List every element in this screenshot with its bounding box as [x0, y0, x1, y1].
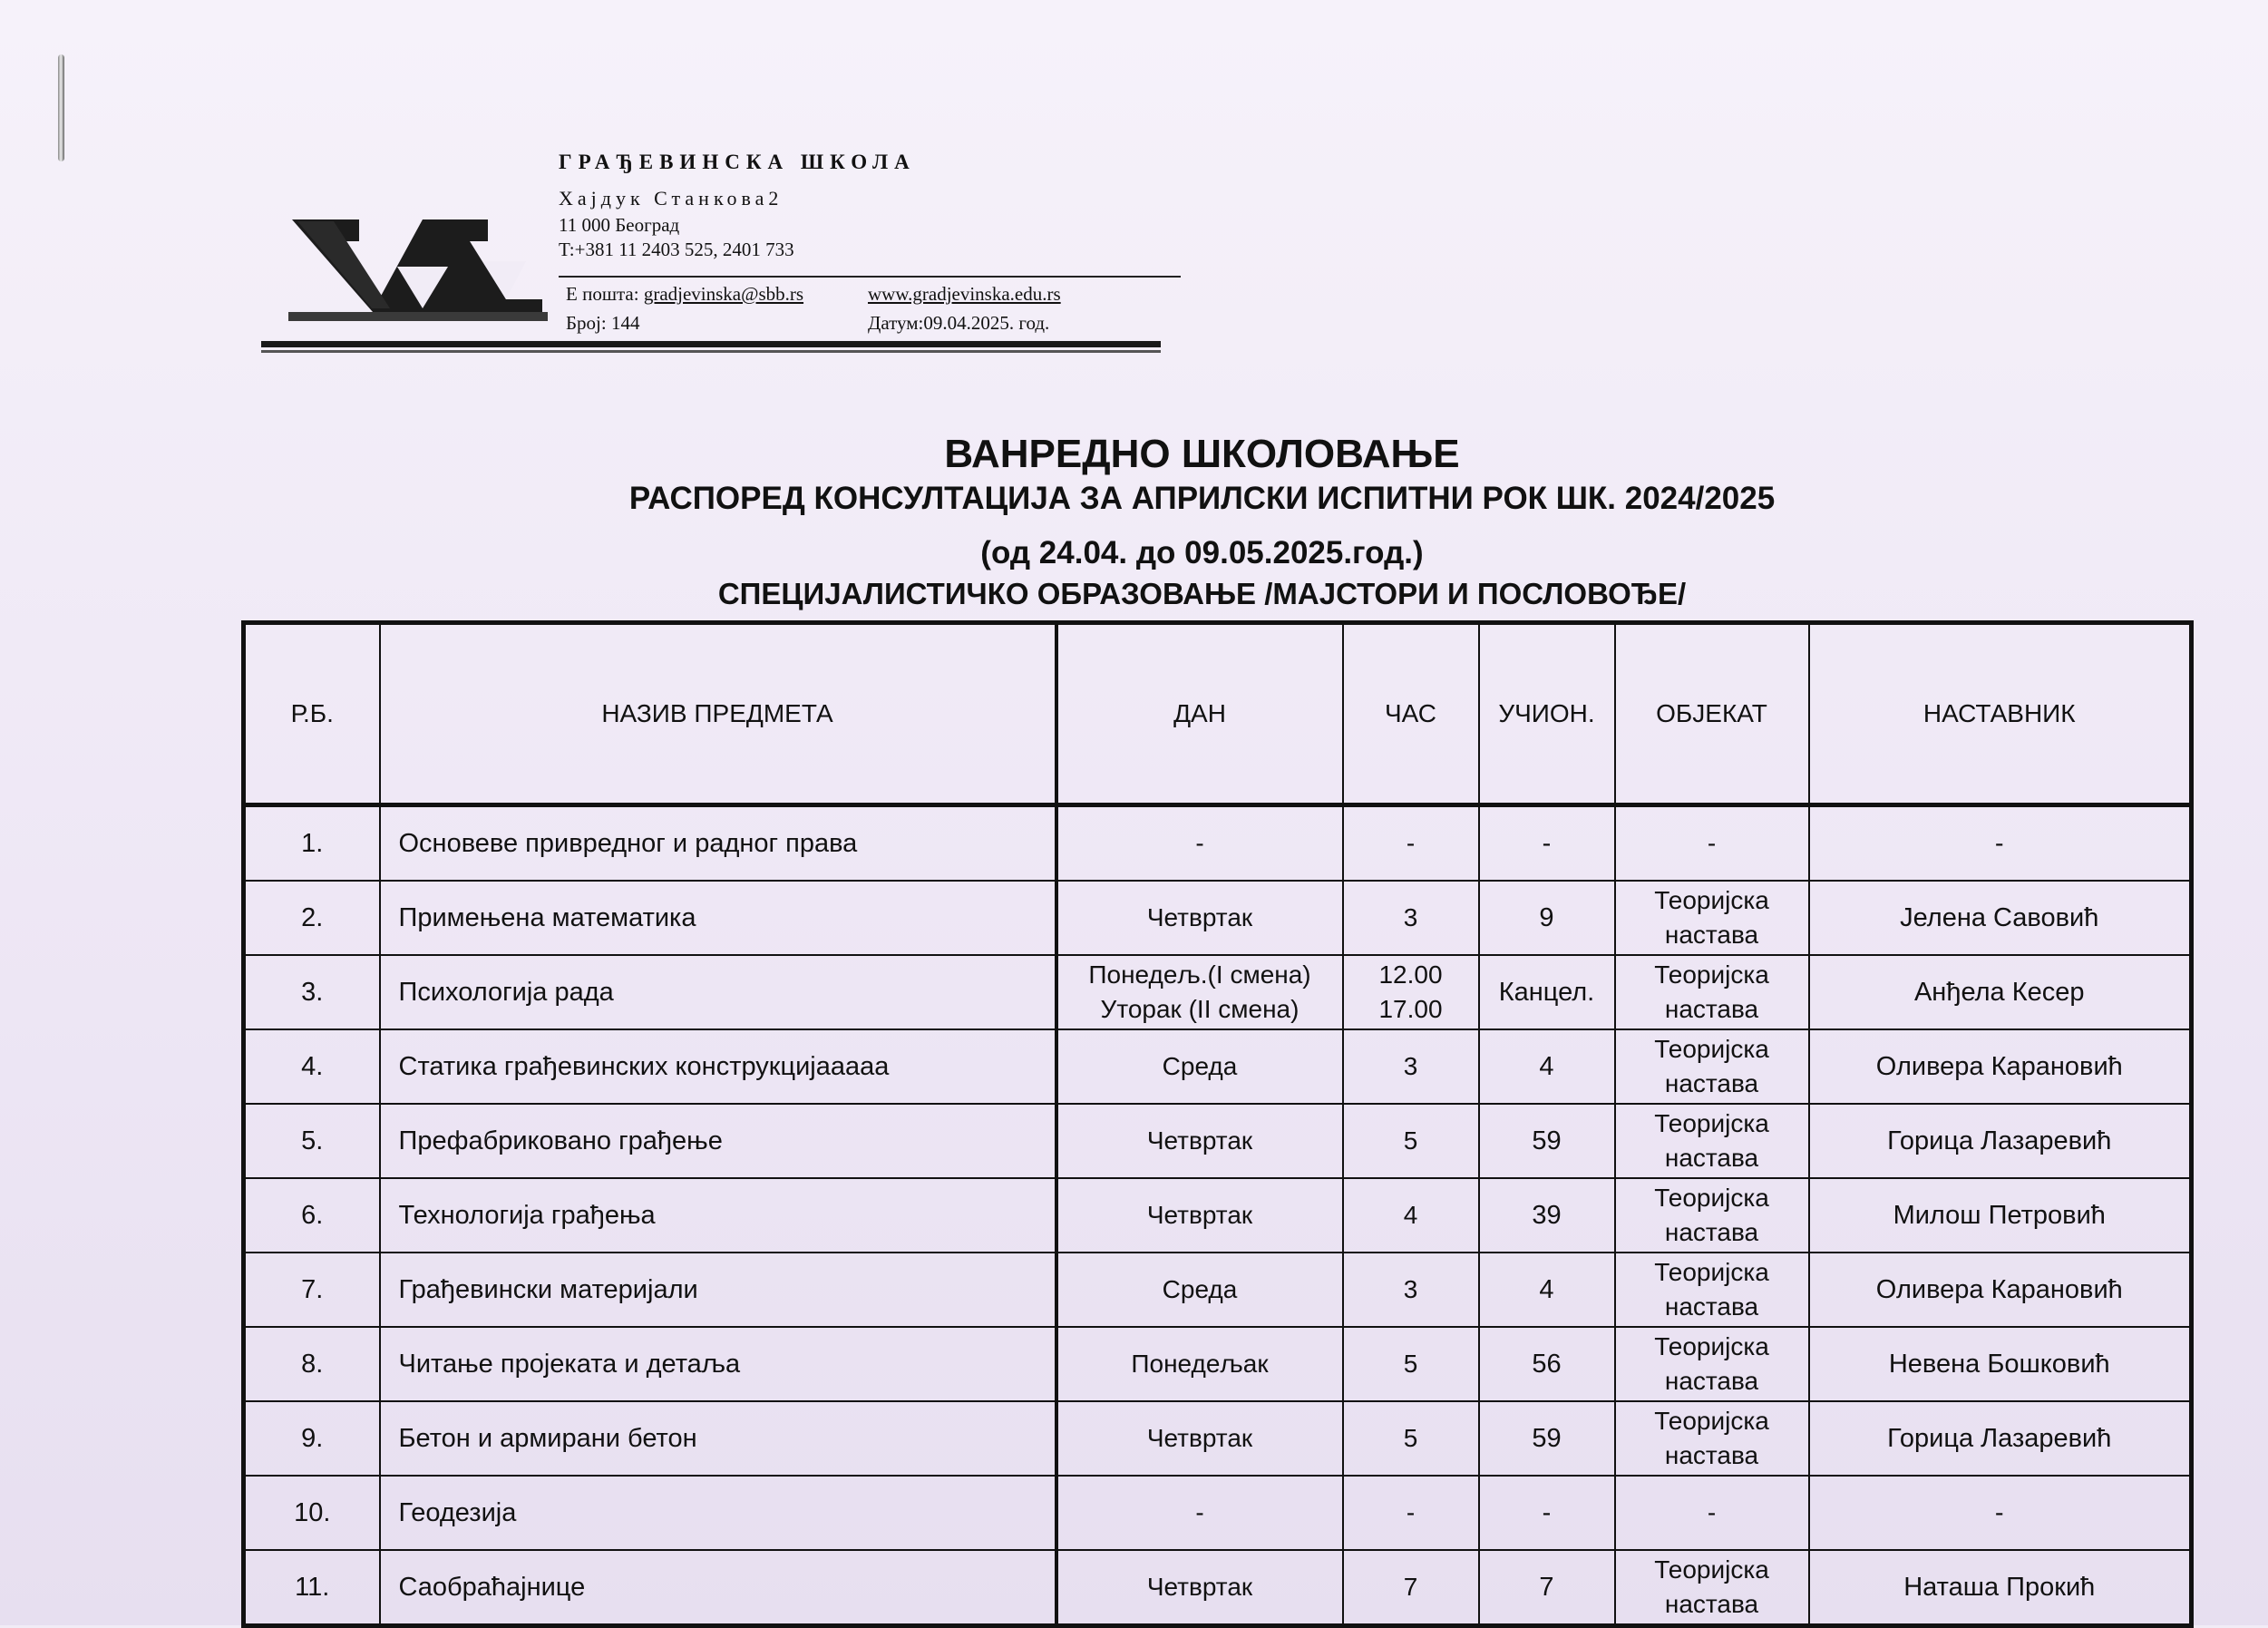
object-line-2: настава: [1664, 1144, 1759, 1172]
hour-primary: 5: [1403, 1350, 1418, 1378]
subject-name: Геодезија: [380, 1476, 1056, 1550]
table-row: [244, 1178, 2192, 1253]
building-object: [1615, 1104, 1809, 1178]
consultation-day: [1056, 955, 1343, 1029]
consultation-day: [1056, 1401, 1343, 1476]
letterhead-rule-secondary: [261, 350, 1161, 353]
consultation-hour: [1343, 1550, 1479, 1626]
object-line-2: настава: [1664, 995, 1759, 1023]
classroom: -: [1479, 805, 1615, 882]
letterhead-rule: [261, 341, 1161, 347]
teacher-name: Оливера Карановић: [1809, 1253, 2192, 1327]
consultation-schedule-table: [241, 620, 2194, 1628]
object-line-1: Теоријска: [1654, 1332, 1769, 1360]
day-primary: Понедељ.(I смена): [1088, 960, 1311, 989]
table-row: [244, 1327, 2192, 1401]
object-line-2: настава: [1664, 1218, 1759, 1246]
teacher-name: Невена Бошковић: [1809, 1327, 2192, 1401]
object-line-2: настава: [1664, 1441, 1759, 1469]
object-line-2: настава: [1664, 1590, 1759, 1618]
consultation-day: [1056, 1104, 1343, 1178]
row-number: 8.: [244, 1327, 380, 1401]
document-date: Датум:09.04.2025. год.: [868, 312, 1050, 334]
day-primary: -: [1195, 829, 1204, 857]
email-line: [566, 283, 803, 306]
object-line-2: настава: [1664, 1069, 1759, 1097]
building-object: [1615, 1476, 1809, 1550]
consultation-hour: [1343, 1104, 1479, 1178]
consultation-hour: [1343, 805, 1479, 882]
object-line-2: настава: [1664, 1292, 1759, 1321]
table-row: [244, 1104, 2192, 1178]
school-phone: T:+381 11 2403 525, 2401 733: [559, 239, 794, 260]
classroom: 56: [1479, 1327, 1615, 1401]
hour-primary: 3: [1403, 903, 1418, 931]
building-object: [1615, 1029, 1809, 1104]
email-link[interactable]: gradjevinska@sbb.rs: [643, 283, 804, 305]
object-line-2: настава: [1664, 921, 1759, 949]
subject-name: Статика грађевинских конструкцијаааaа: [380, 1029, 1056, 1104]
teacher-name: Милош Петровић: [1809, 1178, 2192, 1253]
header-divider: [559, 276, 1181, 278]
consultation-day: [1056, 805, 1343, 882]
day-primary: Четвртак: [1146, 1201, 1253, 1229]
row-number: 4.: [244, 1029, 380, 1104]
row-number: 10.: [244, 1476, 380, 1550]
day-primary: -: [1195, 1498, 1204, 1526]
classroom: -: [1479, 1476, 1615, 1550]
day-primary: Четвртак: [1146, 1424, 1253, 1452]
table-row: [244, 955, 2192, 1029]
subject-name: Читање пројеката и детаља: [380, 1327, 1056, 1401]
consultation-hour: [1343, 1178, 1479, 1253]
teacher-name: Горица Лазаревић: [1809, 1401, 2192, 1476]
consultation-hour: [1343, 881, 1479, 955]
school-logo: [288, 201, 551, 324]
hour-primary: -: [1406, 829, 1416, 857]
hour-primary: 3: [1403, 1275, 1418, 1303]
classroom: 4: [1479, 1029, 1615, 1104]
day-primary: Четвртак: [1146, 1573, 1253, 1601]
table-row: [244, 1476, 2192, 1550]
object-line-1: -: [1707, 829, 1717, 857]
document-subtitle: РАСПОРЕД КОНСУЛТАЦИЈА ЗА АПРИЛСКИ ИСПИТНИ РОК ШК. 2024/2025: [628, 481, 1776, 516]
object-line-2: настава: [1664, 1367, 1759, 1395]
hour-primary: 4: [1403, 1201, 1418, 1229]
consultation-hour: [1343, 1401, 1479, 1476]
hour-primary: 5: [1403, 1126, 1418, 1155]
subject-name: Примењена математика: [380, 881, 1056, 955]
teacher-name: Јелена Савовић: [1809, 881, 2192, 955]
hour-primary: 7: [1403, 1573, 1418, 1601]
object-line-1: Теоријска: [1654, 960, 1769, 989]
day-secondary: Уторак (II смена): [1100, 995, 1299, 1023]
building-object: [1615, 1550, 1809, 1626]
school-street: Хајдук Станкова2: [559, 187, 784, 210]
hour-primary: 5: [1403, 1424, 1418, 1452]
day-primary: Среда: [1162, 1275, 1238, 1303]
teacher-name: -: [1809, 1476, 2192, 1550]
header-day: ДАН: [1056, 623, 1343, 805]
website-link[interactable]: www.gradjevinska.edu.rs: [868, 283, 1061, 305]
table-row: [244, 881, 2192, 955]
day-primary: Четвртак: [1146, 903, 1253, 931]
school-city: 11 000 Београд: [559, 214, 680, 236]
object-line-1: Теоријска: [1654, 1258, 1769, 1286]
subject-name: Психологија рада: [380, 955, 1056, 1029]
consultation-day: [1056, 1327, 1343, 1401]
hour-primary: -: [1406, 1498, 1416, 1526]
row-number: 9.: [244, 1401, 380, 1476]
teacher-name: Оливера Карановић: [1809, 1029, 2192, 1104]
building-object: [1615, 805, 1809, 882]
table-row: [244, 1029, 2192, 1104]
classroom: 59: [1479, 1104, 1615, 1178]
classroom: Канцел.: [1479, 955, 1615, 1029]
building-object: [1615, 1401, 1809, 1476]
row-number: 6.: [244, 1178, 380, 1253]
day-primary: Понедељак: [1131, 1350, 1269, 1378]
row-number: 2.: [244, 881, 380, 955]
building-object: [1615, 1327, 1809, 1401]
subject-name: Префабриковано грађење: [380, 1104, 1056, 1178]
hour-primary: 3: [1403, 1052, 1418, 1080]
building-object: [1615, 1253, 1809, 1327]
object-line-1: -: [1707, 1498, 1717, 1526]
table-header-row: [244, 623, 2192, 805]
email-label: Е пошта:: [566, 283, 639, 305]
header-teacher: НАСТАВНИК: [1809, 623, 2192, 805]
school-name: ГРАЂЕВИНСКА ШКОЛА: [559, 151, 916, 173]
row-number: 11.: [244, 1550, 380, 1626]
consultation-day: [1056, 1029, 1343, 1104]
teacher-name: Наташа Прокић: [1809, 1550, 2192, 1626]
header-rb: Р.Б.: [244, 623, 380, 805]
object-line-1: Теоријска: [1654, 1407, 1769, 1435]
consultation-hour: [1343, 955, 1479, 1029]
subject-name: Основеве привредног и радног права: [380, 805, 1056, 882]
building-object: [1615, 1178, 1809, 1253]
paper-clip: [58, 54, 64, 161]
consultation-day: [1056, 881, 1343, 955]
row-number: 7.: [244, 1253, 380, 1327]
object-line-1: Теоријска: [1654, 1555, 1769, 1584]
table-row: [244, 1253, 2192, 1327]
subject-name: Грађевински материјали: [380, 1253, 1056, 1327]
date-range: (од 24.04. до 09.05.2025.год.): [980, 535, 1424, 570]
document-title: ВАНРЕДНО ШКОЛОВАЊЕ: [944, 432, 1460, 476]
object-line-1: Теоријска: [1654, 1109, 1769, 1137]
subject-name: Саобраћајнице: [380, 1550, 1056, 1626]
classroom: 9: [1479, 881, 1615, 955]
consultation-hour: [1343, 1476, 1479, 1550]
teacher-name: -: [1809, 805, 2192, 882]
consultation-day: [1056, 1550, 1343, 1626]
classroom: 7: [1479, 1550, 1615, 1626]
classroom: 59: [1479, 1401, 1615, 1476]
header-room: УЧИОН.: [1479, 623, 1615, 805]
row-number: 5.: [244, 1104, 380, 1178]
table-row: [244, 805, 2192, 882]
subject-name: Технологија грађења: [380, 1178, 1056, 1253]
header-subject: НАЗИВ ПРЕДМЕТА: [380, 623, 1056, 805]
subject-name: Бетон и армирани бетон: [380, 1401, 1056, 1476]
consultation-day: [1056, 1476, 1343, 1550]
object-line-1: Теоријска: [1654, 1184, 1769, 1212]
consultation-day: [1056, 1178, 1343, 1253]
building-object: [1615, 955, 1809, 1029]
day-primary: Четвртак: [1146, 1126, 1253, 1155]
hour-secondary: 17.00: [1378, 995, 1443, 1023]
object-line-1: Теоријска: [1654, 886, 1769, 914]
hour-primary: 12.00: [1378, 960, 1443, 989]
table-row: [244, 1550, 2192, 1626]
consultation-hour: [1343, 1029, 1479, 1104]
table-row: [244, 1401, 2192, 1476]
row-number: 3.: [244, 955, 380, 1029]
consultation-hour: [1343, 1253, 1479, 1327]
building-object: [1615, 881, 1809, 955]
classroom: 39: [1479, 1178, 1615, 1253]
classroom: 4: [1479, 1253, 1615, 1327]
teacher-name: Анђела Кесер: [1809, 955, 2192, 1029]
day-primary: Среда: [1162, 1052, 1238, 1080]
consultation-hour: [1343, 1327, 1479, 1401]
document-number: Број: 144: [566, 312, 640, 334]
header-object: ОБЈЕКАТ: [1615, 623, 1809, 805]
teacher-name: Горица Лазаревић: [1809, 1104, 2192, 1178]
header-hour: ЧАС: [1343, 623, 1479, 805]
row-number: 1.: [244, 805, 380, 882]
program-title: СПЕЦИЈАЛИСТИЧКО ОБРАЗОВАЊЕ /МАЈСТОРИ И ПОСЛОВОЂЕ/: [717, 577, 1687, 610]
object-line-1: Теоријска: [1654, 1035, 1769, 1063]
consultation-day: [1056, 1253, 1343, 1327]
